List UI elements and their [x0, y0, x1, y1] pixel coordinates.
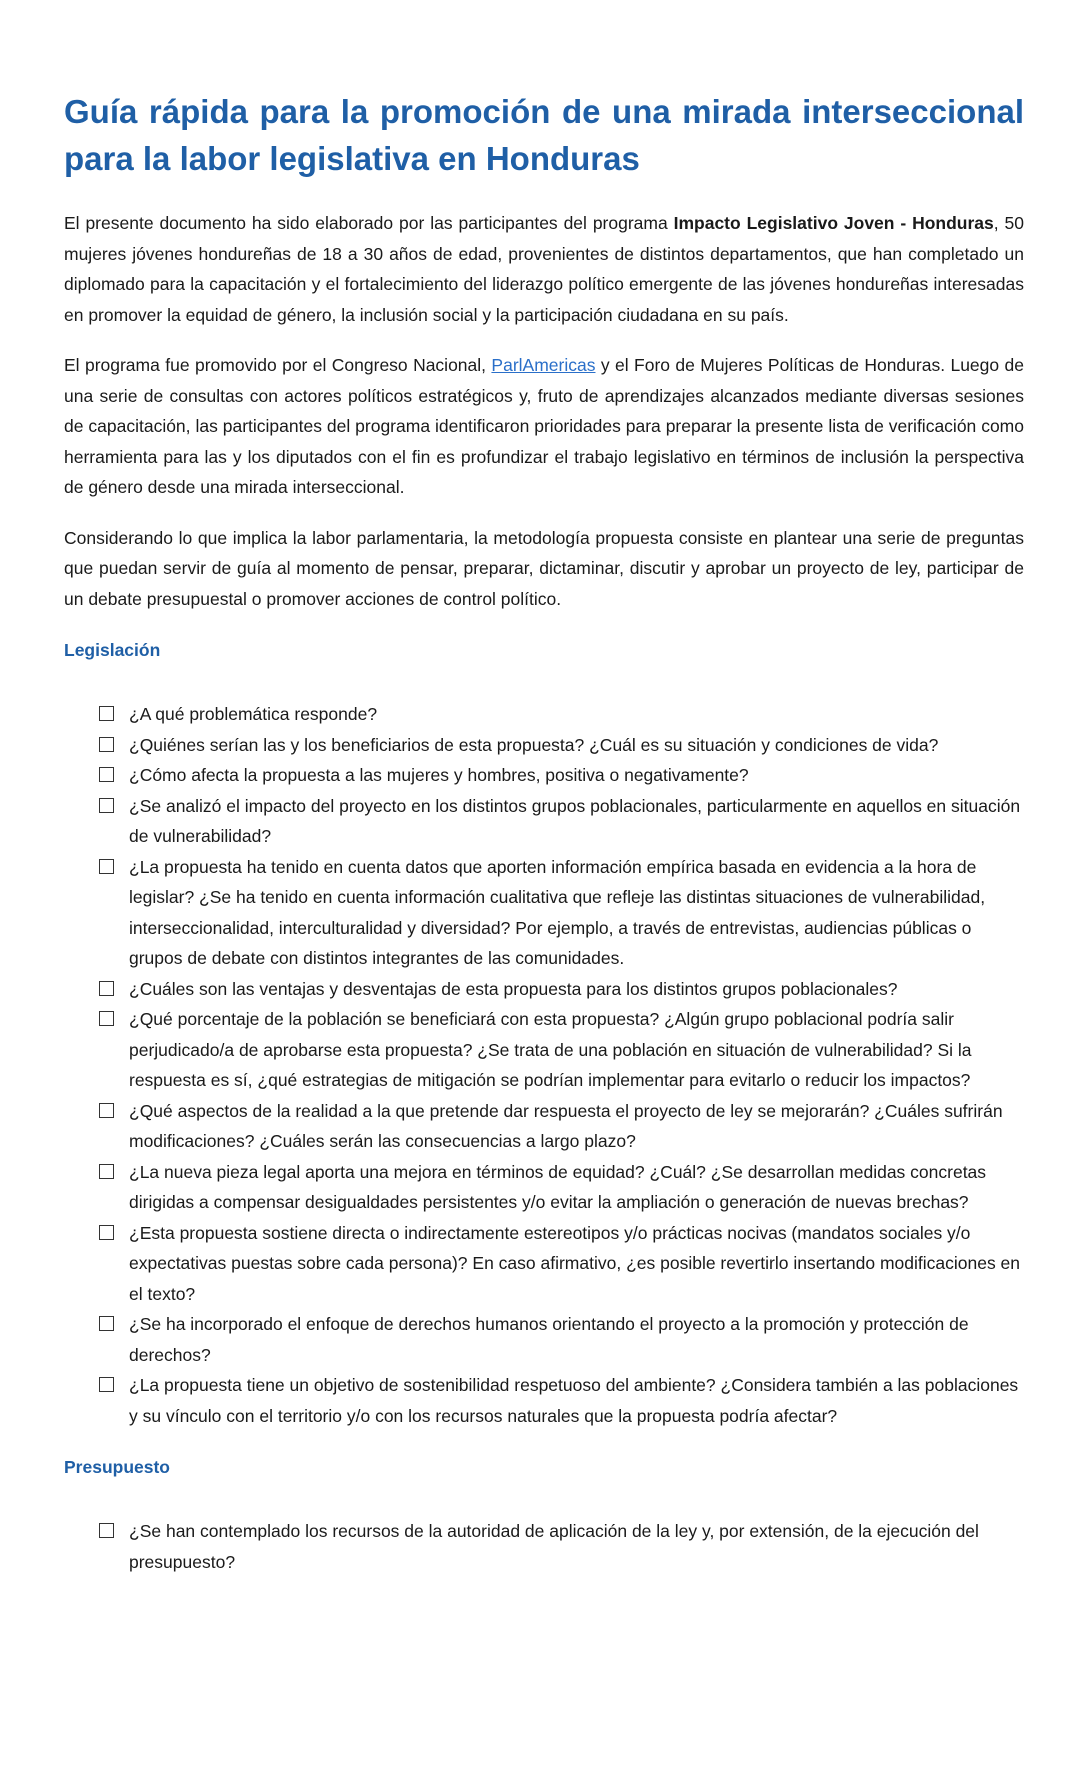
checklist-item-text: ¿Se analizó el impacto del proyecto en los distintos grupos poblacionales, particularmente en aquellos en situación de vulnerabilidad? [129, 795, 1021, 846]
checklist-item-text: ¿Qué aspectos de la realidad a la que pretende dar respuesta el proyecto de ley se mejorarán? ¿Cuáles sufrirán modificaciones? ¿Cuáles serán las consecuencias a largo plazo? [129, 1100, 1003, 1151]
checkbox[interactable] [99, 1316, 114, 1331]
checkbox[interactable] [99, 767, 114, 782]
checkbox[interactable] [99, 737, 114, 752]
legislacion-checklist [64, 699, 1024, 1431]
checklist-item [64, 1004, 1024, 1096]
intro-paragraph-3: Considerando lo que implica la labor parlamentaria, la metodología propuesta consiste en plantear una serie de preguntas que puedan servir de guía al momento de pensar, preparar, dictaminar, discutir y aprobar un proyecto de ley, participar de un debate presupuestal o promover acciones de control político. [64, 527, 1024, 609]
intro-p2-text-end: y el Foro de Mujeres Políticas de Honduras. Luego de una serie de consultas con actores políticos estratégicos y, fruto de aprendizajes alcanzados mediante diversas sesiones de capacitación, las participantes del programa identificaron prioridades para preparar la presente lista de verificación como herramienta para las y los diputados con el fin es profundizar el trabajo legislativo en términos de inclusión la perspectiva de género desde una mirada interseccional. [64, 355, 1024, 497]
checkbox[interactable] [99, 1523, 114, 1538]
checkbox[interactable] [99, 1225, 114, 1240]
checkbox[interactable] [99, 1011, 114, 1026]
checklist-item [64, 1096, 1024, 1157]
checklist-item [64, 974, 1024, 1005]
checklist-item [64, 1309, 1024, 1370]
checkbox[interactable] [99, 859, 114, 874]
checkbox[interactable] [99, 798, 114, 813]
checklist-item-text: ¿La propuesta ha tenido en cuenta datos que aporten información empírica basada en evidencia a la hora de legislar? ¿Se ha tenido en cuenta información cualitativa que refleje las distintas situaciones de vulnerabilidad, interseccionalidad, interculturalidad y diversidad? Por ejemplo, a través de entrevistas, audiencias públicas o grupos de debate con distintos integrantes de las comunidades. [129, 856, 986, 968]
checklist-item [64, 1157, 1024, 1218]
intro-paragraph-1 [64, 208, 1024, 330]
checklist-item-text: ¿A qué problemática responde? [129, 704, 378, 724]
checklist-item-text: ¿Qué porcentaje de la población se beneficiará con esta propuesta? ¿Algún grupo poblacional podría salir perjudicado/a de aprobarse esta propuesta? ¿Se trata de una población en situación de vulnerabilidad? Si la respuesta es sí, ¿qué estrategias de mitigación se podrían implementar para evitarlo o reducir los impactos? [129, 1009, 972, 1090]
checklist-item [64, 1516, 1024, 1577]
parlamericas-link[interactable]: ParlAmericas [491, 355, 596, 375]
checklist-item [64, 730, 1024, 761]
checklist-item-text: ¿Cómo afecta la propuesta a las mujeres y hombres, positiva o negativamente? [129, 765, 749, 785]
section-heading-presupuesto: Presupuesto [64, 1457, 170, 1477]
document-title: Guía rápida para la promoción de una mirada interseccional para la labor legislativa en Honduras [64, 93, 1024, 177]
presupuesto-checklist [64, 1516, 1024, 1577]
checklist-item [64, 852, 1024, 974]
checklist-item [64, 760, 1024, 791]
checklist-item-text: ¿Esta propuesta sostiene directa o indirectamente estereotipos y/o prácticas nocivas (mandatos sociales y/o expectativas puestas sobre cada persona)? En caso afirmativo, ¿es posible revertirlo insertando modificaciones en el texto? [129, 1222, 1021, 1304]
intro-p1-text-end: , 50 mujeres jóvenes hondureñas de 18 a 30 años de edad, provenientes de distintos departamentos, que han completado un diplomado para la capacitación y el fortalecimiento del liderazgo político emergente de las jóvenes hondureñas interesadas en promover la equidad de género, la inclusión social y la participación ciudadana en su país. [64, 213, 1024, 325]
checklist-item-text: ¿Cuáles son las ventajas y desventajas de esta propuesta para los distintos grupos poblacionales? [129, 978, 898, 999]
checklist-item-text: ¿Se han contemplado los recursos de la autoridad de aplicación de la ley y, por extensión, de la ejecución del presupuesto? [129, 1521, 979, 1572]
checkbox[interactable] [99, 1377, 114, 1392]
checklist-item-text: ¿La propuesta tiene un objetivo de sostenibilidad respetuoso del ambiente? ¿Considera también a las poblaciones y su vínculo con el territorio y/o con los recursos naturales que la propuesta podría afectar? [129, 1375, 1019, 1426]
checklist-item-text: ¿La nueva pieza legal aporta una mejora en términos de equidad? ¿Cuál? ¿Se desarrollan medidas concretas dirigidas a compensar desigualdades persistentes y/o evitar la ampliación o generación de nuevas brechas? [129, 1161, 987, 1212]
checklist-item [64, 1370, 1024, 1431]
program-name: Impacto Legislativo Joven - Honduras [673, 213, 994, 233]
checkbox[interactable] [99, 706, 114, 721]
checkbox[interactable] [99, 981, 114, 996]
checklist-item [64, 699, 1024, 730]
checklist-item [64, 1218, 1024, 1310]
checklist-item [64, 791, 1024, 852]
intro-paragraph-2 [64, 350, 1024, 503]
intro-p2-text-start: El programa fue promovido por el Congreso Nacional, [64, 355, 492, 375]
intro-p1-text-start: El presente documento ha sido elaborado por las participantes del programa [64, 213, 674, 233]
checklist-item-text: ¿Quiénes serían las y los beneficiarios de esta propuesta? ¿Cuál es su situación y condiciones de vida? [129, 734, 939, 755]
checkbox[interactable] [99, 1164, 114, 1179]
checkbox[interactable] [99, 1103, 114, 1118]
section-heading-legislacion: Legislación [64, 640, 161, 660]
checklist-item-text: ¿Se ha incorporado el enfoque de derechos humanos orientando el proyecto a la promoción y protección de derechos? [129, 1314, 969, 1365]
